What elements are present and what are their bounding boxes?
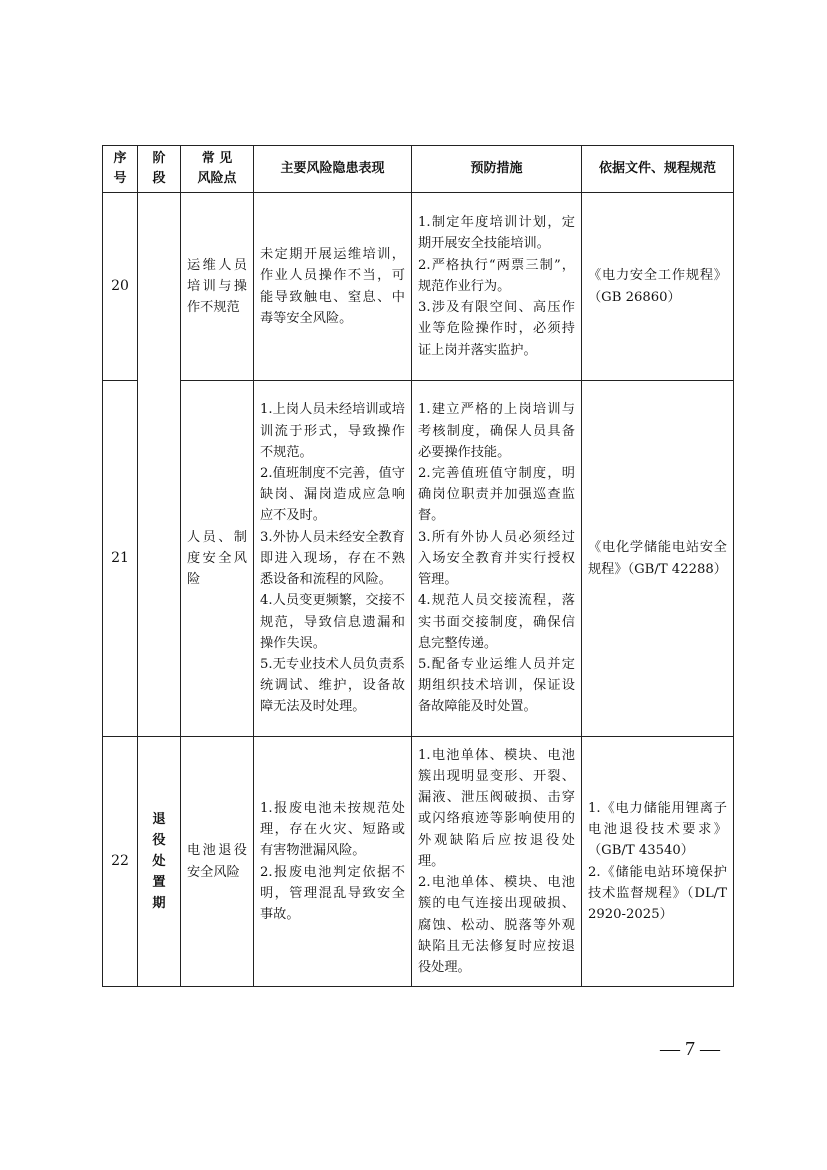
risk-table xyxy=(102,145,734,987)
table-row xyxy=(103,193,734,381)
row-risk-point: 运维人员培训与操作不规范 xyxy=(181,193,254,381)
header-prevention: 预防措施 xyxy=(412,146,582,193)
header-no: 序 号 xyxy=(103,146,138,193)
row-basis: 《电力安全工作规程》（GB 26860） xyxy=(582,193,734,381)
header-stage: 阶 段 xyxy=(138,146,181,193)
header-basis: 依据文件、规程规范 xyxy=(582,146,734,193)
row-number: 20 xyxy=(103,193,138,381)
row-prevention: 1.制定年度培训计划，定期开展安全技能培训。 2.严格执行“两票三制”，规范作业行为。 3.涉及有限空间、高压作业等危险操作时，必须持证上岗并落实监护。 xyxy=(412,193,582,381)
row-prevention: 1.电池单体、模块、电池簇出现明显变形、开裂、漏液、泄压阀破损、击穿或闪络痕迹等影响使用的外观缺陷后应按退役处理。 2.电池单体、模块、电池簇的电气连接出现破损、腐蚀、松动、脱落等外观缺陷且无法修复时应按退役处理。 xyxy=(412,737,582,987)
header-risk-manifestation: 主要风险隐患表现 xyxy=(254,146,412,193)
row-stage-empty xyxy=(138,193,181,737)
row-risk-point: 电池退役安全风险 xyxy=(181,737,254,987)
row-prevention: 1.建立严格的上岗培训与考核制度，确保人员具备必要操作技能。 2.完善值班值守制度，明确岗位职责并加强巡查监督。 3.所有外协人员必须经过入场安全教育并实行授权管理。 4.规范人员交接流程，落实书面交接制度，确保信息完整传递。 5.配备专业运维人员并定期组织技术培训，保证设备故障能及时处置。 xyxy=(412,381,582,737)
row-risk-manifestation: 1.上岗人员未经培训或培训流于形式，导致操作不规范。 2.值班制度不完善，值守缺岗、漏岗造成应急响应不及时。 3.外协人员未经安全教育即进入现场，存在不熟悉设备和流程的风险。 4.人员变更频繁，交接不规范，导致信息遗漏和操作失误。 5.无专业技术人员负责系统调试、维护，设备故障无法及时处理。 xyxy=(254,381,412,737)
row-risk-manifestation: 1.报废电池未按规范处理，存在火灾、短路或有害物泄漏风险。 2.报废电池判定依据不明，管理混乱导致安全事故。 xyxy=(254,737,412,987)
stage-label: 退役处置期 xyxy=(152,811,166,911)
header-risk-point: 常 见 风险点 xyxy=(181,146,254,193)
row-stage xyxy=(138,737,181,987)
row-number: 21 xyxy=(103,381,138,737)
row-number: 22 xyxy=(103,737,138,987)
row-risk-manifestation: 未定期开展运维培训，作业人员操作不当，可能导致触电、窒息、中毒等安全风险。 xyxy=(254,193,412,381)
row-risk-point: 人员、制度安全风险 xyxy=(181,381,254,737)
table-row xyxy=(103,737,734,987)
table-header-row xyxy=(103,146,734,193)
page-number: — 7 — xyxy=(660,1038,720,1060)
row-basis: 1.《电力储能用锂离子电池退役技术要求》（GB/T 43540） 2.《储能电站环境保护技术监督规程》（DL/T 2920-2025） xyxy=(582,737,734,987)
table-row xyxy=(103,381,734,737)
row-basis: 《电化学储能电站安全规程》（GB/T 42288） xyxy=(582,381,734,737)
